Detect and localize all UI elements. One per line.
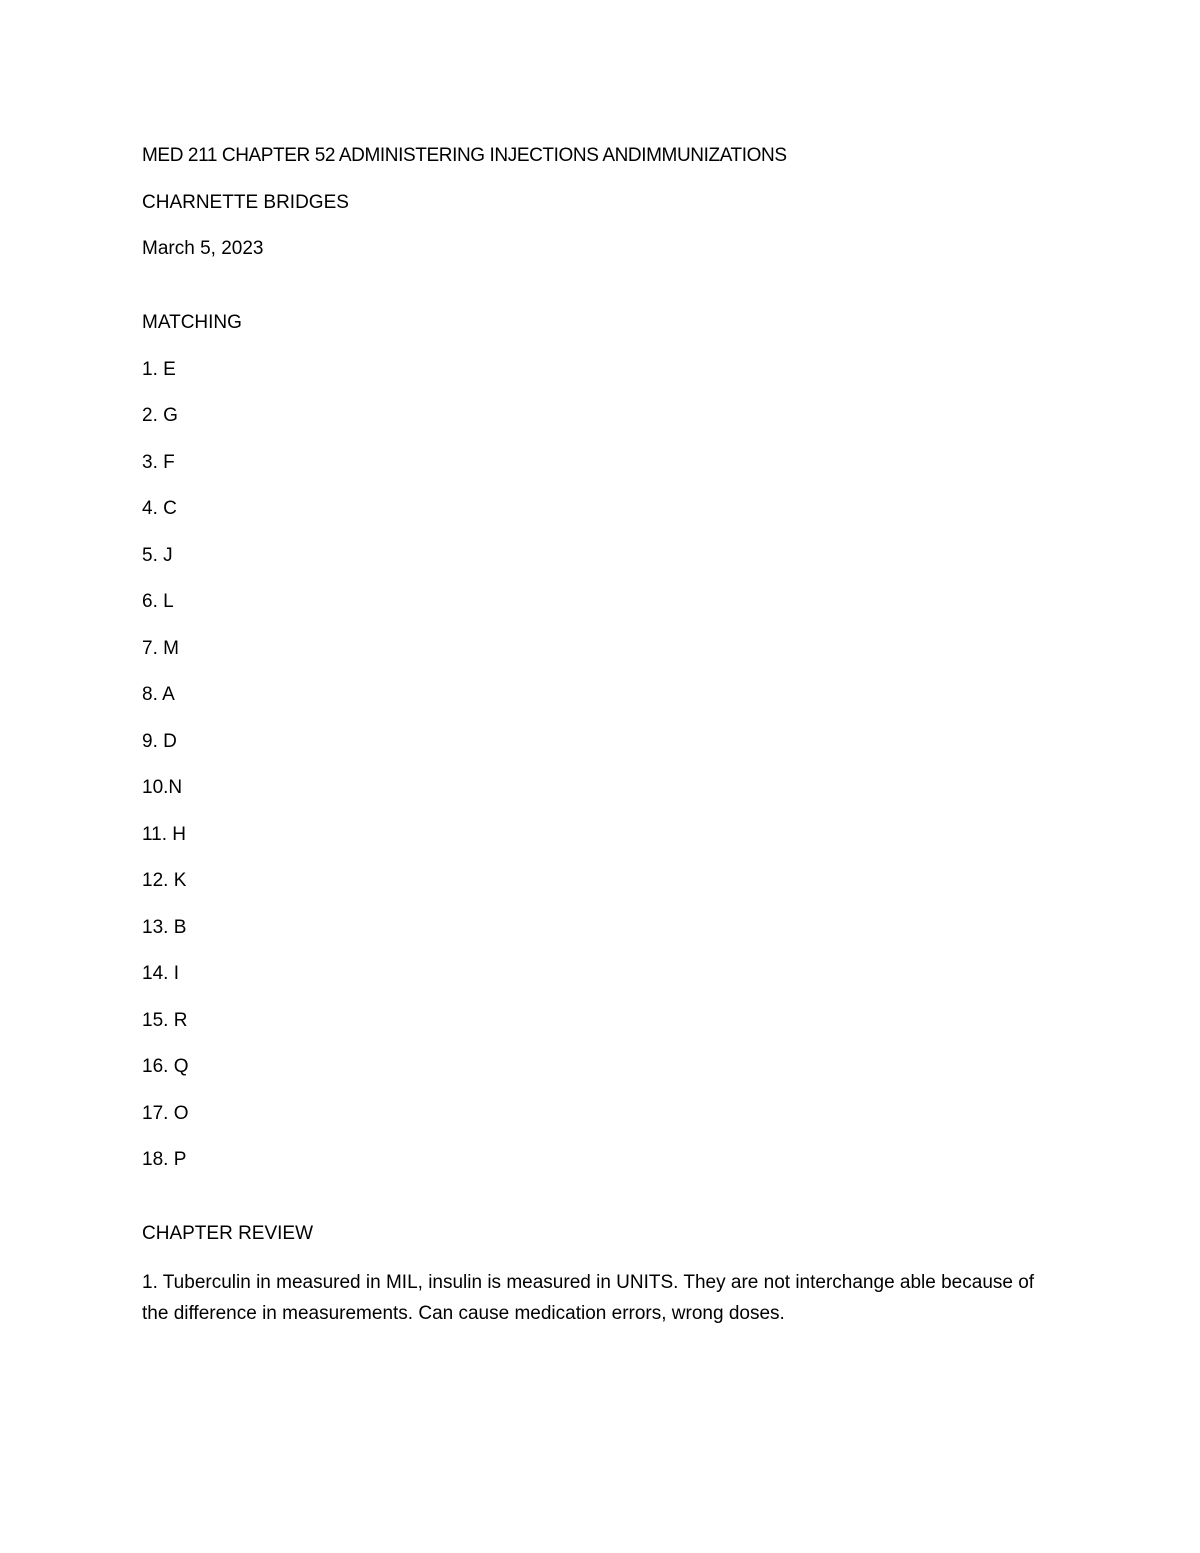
matching-item: 1. E	[142, 358, 176, 380]
matching-item: 11. H	[142, 823, 187, 845]
matching-item: 14. I	[142, 963, 179, 984]
document-title: MED 211 CHAPTER 52 ADMINISTERING INJECTIONS ANDIMMUNIZATIONS	[142, 145, 787, 166]
matching-item: 4. C	[142, 498, 177, 519]
author-name: CHARNETTE BRIDGES	[142, 191, 349, 213]
matching-item: 8. A	[142, 684, 175, 705]
chapter-review-answer: 1. Tuberculin in measured in MIL, insulin is measured in UNITS. They are not interchange able because of the difference in measurements. Can cause medication errors, wrong doses.	[142, 1271, 1035, 1324]
matching-item: 7. M	[142, 637, 179, 659]
matching-item: 3. F	[142, 451, 175, 473]
matching-heading: MATCHING	[142, 312, 242, 333]
matching-item: 2. G	[142, 405, 178, 426]
matching-item: 18. P	[142, 1149, 187, 1170]
matching-item: 6. L	[142, 591, 174, 612]
document-date: March 5, 2023	[142, 238, 264, 259]
matching-item: 9. D	[142, 730, 177, 752]
matching-item: 13. B	[142, 916, 187, 938]
document-body	[142, 142, 1062, 1329]
matching-list	[142, 356, 1062, 1175]
chapter-review-heading: CHAPTER REVIEW	[142, 1223, 314, 1244]
matching-item: 5. J	[142, 544, 173, 566]
matching-item: 16. Q	[142, 1056, 189, 1077]
matching-item: 12. K	[142, 870, 187, 891]
matching-item: 15. R	[142, 1009, 188, 1031]
matching-item: 10.N	[142, 777, 183, 798]
matching-item: 17. O	[142, 1102, 189, 1124]
